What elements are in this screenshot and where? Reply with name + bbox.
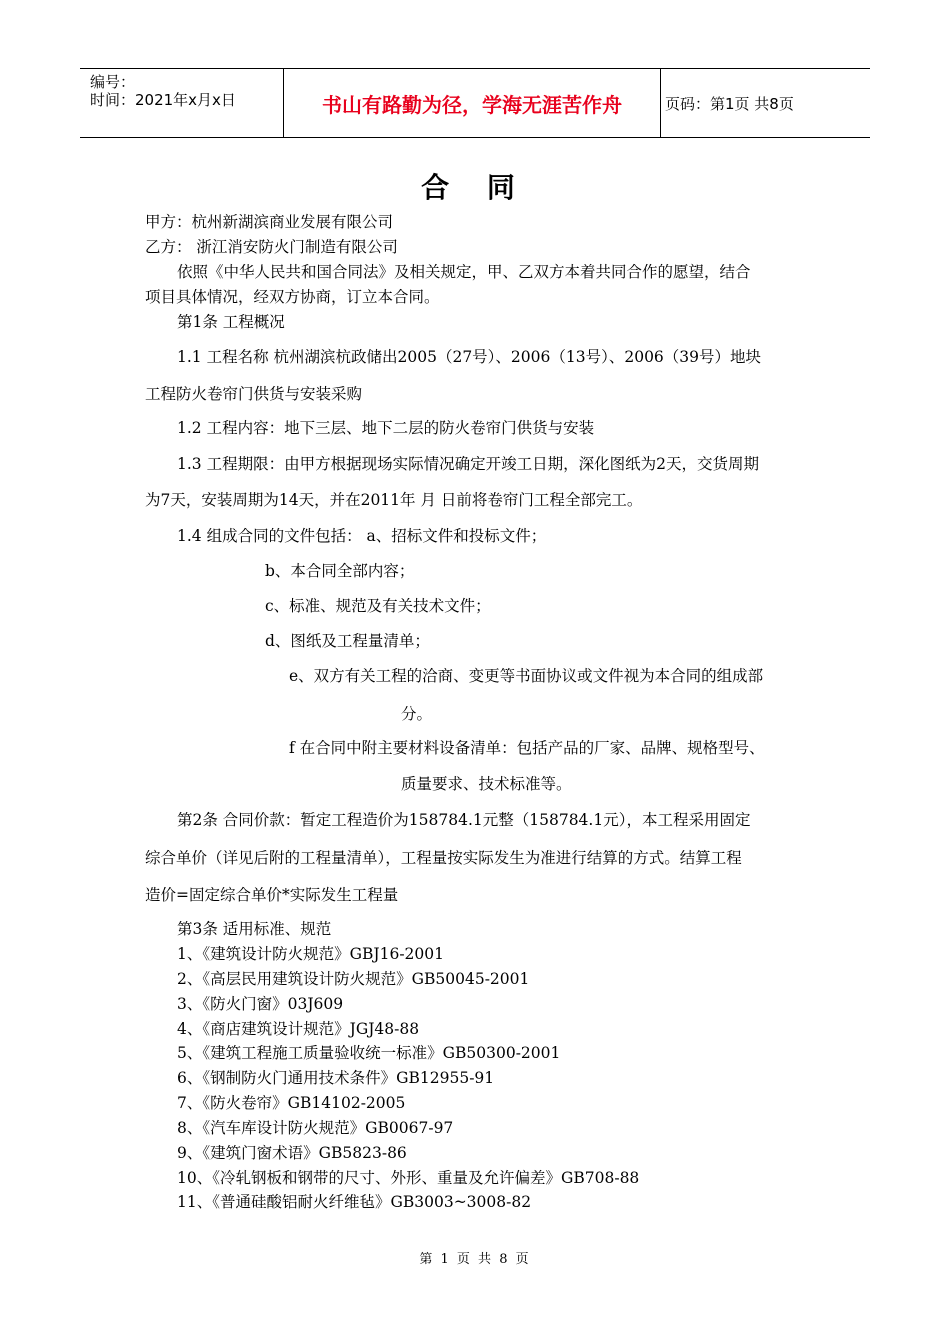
standard-item: 11、《普通硅酸铝耐火纤维毡》GB3003~3008-82 xyxy=(177,1193,532,1211)
intro-line: 依照《中华人民共和国合同法》及相关规定，甲、乙双方本着共同合作的愿望，结合 xyxy=(177,263,751,281)
page-header xyxy=(80,68,870,138)
clause-1-1-cont: 工程防火卷帘门供货与安装采购 xyxy=(145,385,363,403)
standard-item: 4、《商店建筑设计规范》JGJ48-88 xyxy=(177,1020,420,1038)
document-date: 时间：2021年x月x日 xyxy=(90,91,236,109)
header-meta xyxy=(90,73,236,109)
standard-item: 8、《汽车库设计防火规范》GB0067-97 xyxy=(177,1119,454,1137)
standard-item: 9、《建筑门窗术语》GB5823-86 xyxy=(177,1144,407,1162)
standard-item: 7、《防火卷帘》GB14102-2005 xyxy=(177,1094,406,1112)
party-b: 乙方： 浙江消安防火门制造有限公司 xyxy=(145,238,398,256)
document-number-label: 编号： xyxy=(90,73,136,91)
clause-1-4-f-cont: 质量要求、技术标准等。 xyxy=(401,775,572,793)
party-a: 甲方：杭州新湖滨商业发展有限公司 xyxy=(145,213,394,231)
clause-1-4-e: e、双方有关工程的洽商、变更等书面协议或文件视为本合同的组成部 xyxy=(289,667,764,685)
standard-item: 10、《冷轧钢板和钢带的尺寸、外形、重量及允许偏差》GB708-88 xyxy=(177,1169,640,1187)
intro-line: 项目具体情况，经双方协商，订立本合同。 xyxy=(145,288,440,306)
document-title: 合 同 xyxy=(421,171,529,204)
article-3-heading: 第3条 适用标准、规范 xyxy=(177,920,332,938)
clause-1-4-f: f 在合同中附主要材料设备清单：包括产品的厂家、品牌、规格型号、 xyxy=(289,739,765,757)
clause-1-4-e-cont: 分。 xyxy=(401,705,433,723)
clause-1-4-d: d、图纸及工程量清单； xyxy=(265,632,430,650)
clause-1-3-cont: 为7天，安装周期为14天，并在2011年 月 日前将卷帘门工程全部完工。 xyxy=(145,491,643,509)
article-2-line: 造价=固定综合单价*实际发生工程量 xyxy=(145,886,399,904)
clause-1-3: 1.3 工程期限：由甲方根据现场实际情况确定开竣工日期，深化图纸为2天，交货周期 xyxy=(177,455,759,473)
standard-item: 3、《防火门窗》03J609 xyxy=(177,995,344,1013)
clause-1-4: 1.4 组成合同的文件包括： a、招标文件和投标文件； xyxy=(177,527,547,545)
header-motto: 书山有路勤为径，学海无涯苦作舟 xyxy=(283,69,661,137)
clause-1-2: 1.2 工程内容：地下三层、地下二层的防火卷帘门供货与安装 xyxy=(177,419,595,437)
article-2-line: 综合单价（详见后附的工程量清单），工程量按实际发生为准进行结算的方式。结算工程 xyxy=(145,849,742,867)
article-1-heading: 第1条 工程概况 xyxy=(177,313,285,331)
clause-1-4-b: b、本合同全部内容； xyxy=(265,562,415,580)
standard-item: 1、《建筑设计防火规范》GBJ16-2001 xyxy=(177,945,445,963)
header-page-info: 页码：第1页 共8页 xyxy=(665,94,794,113)
page-footer: 第 1 页 共 8 页 xyxy=(419,1252,531,1267)
clause-1-4-c: c、标准、规范及有关技术文件； xyxy=(265,597,491,615)
standard-item: 2、《高层民用建筑设计防火规范》GB50045-2001 xyxy=(177,970,530,988)
article-2-line: 第2条 合同价款：暂定工程造价为158784.1元整（158784.1元），本工程采用固定 xyxy=(177,811,751,829)
standard-item: 6、《钢制防火门通用技术条件》GB12955-91 xyxy=(177,1069,495,1087)
standard-item: 5、《建筑工程施工质量验收统一标准》GB50300-2001 xyxy=(177,1044,561,1062)
clause-1-1: 1.1 工程名称 杭州湖滨杭政储出2005（27号）、2006（13号）、2006（39号）地块 xyxy=(177,348,762,366)
